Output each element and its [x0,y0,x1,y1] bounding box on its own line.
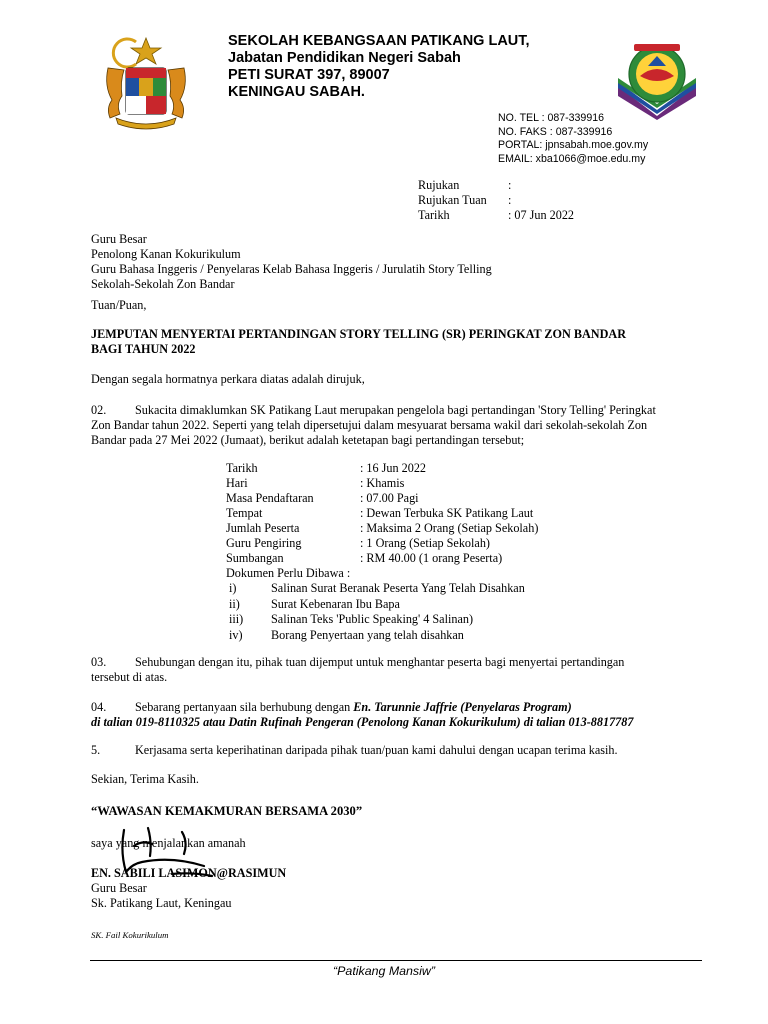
detail-value: : Khamis [360,476,405,490]
reference-label: Rujukan Tuan [418,193,487,207]
email-address: EMAIL: xba1066@moe.edu.my [498,152,646,165]
reference-label: Tarikh [418,208,450,222]
coordinator-contact: En. Tarunnie Jaffrie (Penyelaras Program) [353,700,572,714]
document-text: Borang Penyertaan yang telah disahkan [271,627,464,642]
document-text: Surat Kebenaran Ibu Bapa [271,596,400,611]
footer-divider [90,960,702,961]
detail-value: : RM 40.00 (1 orang Peserta) [360,551,503,565]
document-number: iv) [229,627,243,642]
paragraph-line: Sebarang pertanyaan sila berhubung dengan [135,700,354,714]
phone-number: NO. TEL : 087-339916 [498,112,605,124]
detail-label: Masa Pendaftaran [226,491,314,505]
document-item [226,628,676,644]
detail-value: : Dewan Terbuka SK Patikang Laut [360,506,534,520]
subject-line: JEMPUTAN MENYERTAI PERTANDINGAN STORY TELLING (SR) PERINGKAT ZON BANDAR [91,327,627,341]
coat-of-arms-logo [86,34,206,132]
portal-url: PORTAL: jpnsabah.moe.gov.my [498,139,649,151]
recipients-block [91,232,492,292]
paragraph-line: Sukacita dimaklumkan SK Patikang Laut merupakan pengelola bagi pertandingan 'Story Telling' Peringkat [135,403,656,417]
paragraph-line: Sehubungan dengan itu, pihak tuan dijemput untuk menghantar peserta bagi menyertai pertandingan [135,655,625,669]
detail-row [226,521,676,536]
school-letterhead [228,33,530,101]
document-item [226,597,676,613]
detail-row [226,551,676,566]
recipient-line: Guru Bahasa Inggeris / Penyelaras Kelab Bahasa Inggeris / Jurulatih Story Telling [91,262,492,276]
closing-line: Sekian, Terima Kasih. [91,772,199,786]
detail-value: : Maksima 2 Orang (Setiap Sekolah) [360,521,539,535]
paragraph-line: Kerjasama serta keperihatinan daripada pihak tuan/puan kami dahului dengan ucapan terima kasih. [135,743,618,757]
reference-value: : [508,178,512,192]
detail-label: Tempat [226,506,263,520]
document-text: Salinan Teks 'Public Speaking' 4 Salinan) [271,612,474,626]
paragraph-number: 04. [91,700,107,714]
reference-value: : 07 Jun 2022 [508,208,575,222]
paragraph-number: 5. [91,743,101,757]
national-motto: “WAWASAN KEMAKMURAN BERSAMA 2030” [91,804,363,818]
detail-row [226,476,676,491]
paragraph-line: Zon Bandar tahun 2022. Seperti yang telah dipersetujui dalam mesyuarat bersama wakil dari sekolah-sekolah Zon [91,418,648,432]
detail-value: : 16 Jun 2022 [360,461,427,475]
document-number: ii) [229,596,240,611]
signer-block [91,866,286,911]
recipient-line: Penolong Kanan Kokurikulum [91,247,241,261]
detail-label: Sumbangan [226,551,284,565]
paragraph-03 [91,655,685,685]
reference-label: Rujukan [418,178,460,192]
file-reference-note: SK. Fail Kokurikulum [91,930,169,940]
paragraph-05 [91,743,685,758]
detail-value: : 1 Orang (Setiap Sekolah) [360,536,490,550]
reference-value: : [508,193,512,207]
detail-row [226,491,676,506]
subject-line: BAGI TAHUN 2022 [91,342,196,356]
paragraph-line: tersebut di atas. [91,670,168,684]
paragraph-number: 03. [91,655,107,669]
postal-box: PETI SURAT 397, 89007 [228,67,390,83]
reference-row [418,208,618,223]
school-name: SEKOLAH KEBANGSAAN PATIKANG LAUT, [228,33,530,49]
paragraph-number: 02. [91,403,107,417]
department-name: Jabatan Pendidikan Negeri Sabah [228,50,461,66]
document-number: i) [229,581,237,595]
contact-details [498,112,648,166]
paragraph-04 [91,700,685,730]
detail-label: Guru Pengiring [226,536,302,550]
document-item [226,612,676,628]
town-name: KENINGAU SABAH. [228,84,365,100]
documents-heading: Dokumen Perlu Dibawa : [226,566,351,580]
detail-label: Tarikh [226,461,258,475]
salutation: Tuan/Puan, [91,298,147,312]
competition-details [226,461,676,643]
signer-name: EN. SABILI LASIMON@RASIMUN [91,866,287,880]
detail-row [226,536,676,551]
reference-block [418,178,618,223]
paragraph-02 [91,403,685,448]
recipient-line: Guru Besar [91,232,147,246]
paragraph-line: Bandar pada 27 Mei 2022 (Jumaat), berikut adalah ketetapan bagi pertandingan tersebut; [91,433,525,447]
detail-value: : 07.00 Pagi [360,491,419,505]
sign-off-line: saya yang menjalankan amanah [91,836,246,850]
document-number: iii) [229,612,244,626]
document-text: Salinan Surat Beranak Peserta Yang Telah Disahkan [271,581,525,595]
letter-subject [91,327,671,357]
jpn-sabah-logo [612,36,702,120]
fax-number: NO. FAKS : 087-339916 [498,125,613,138]
reference-row [418,193,618,208]
detail-row [226,506,676,521]
detail-row [226,461,676,476]
detail-label: Jumlah Peserta [226,521,300,535]
signer-school: Sk. Patikang Laut, Keningau [91,896,232,910]
document-item [226,581,676,597]
recipient-line: Sekolah-Sekolah Zon Bandar [91,277,235,291]
reference-row [418,178,618,193]
signer-title: Guru Besar [91,881,147,895]
school-motto-footer: “Patikang Mansiw” [333,964,435,978]
opening-line: Dengan segala hormatnya perkara diatas adalah dirujuk, [91,372,365,386]
detail-label: Hari [226,476,248,490]
contact-numbers-line: di talian 019-8110325 atau Datin Rufinah Pengeran (Penolong Kanan Kokurikulum) di talian 013-8817787 [91,715,634,729]
